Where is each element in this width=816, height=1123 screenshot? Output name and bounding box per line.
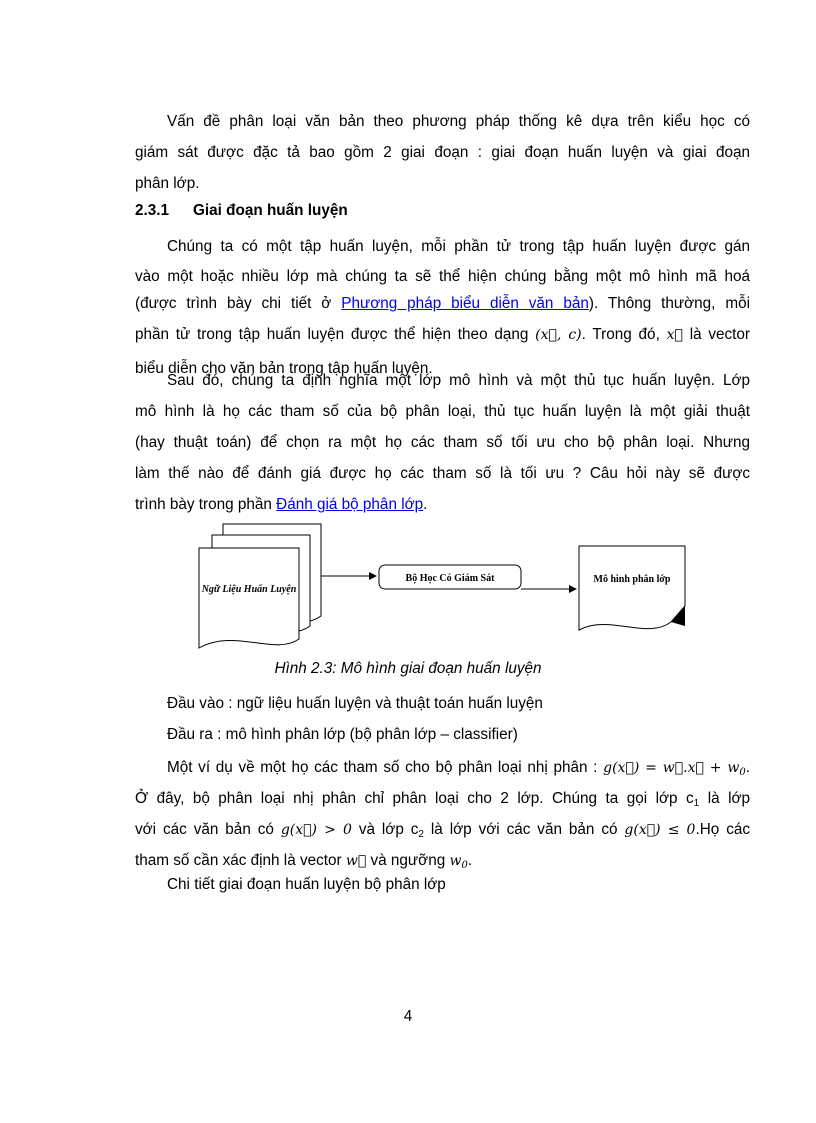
intro-line-3: phân lớp. bbox=[135, 175, 200, 192]
para3-line-3: với các văn bản có g(x⃗) > 0 và lớp $c_2$ là lớp với các văn bản có g(x⃗) ≤ 0.Họ các bbox=[135, 821, 750, 840]
link-classifier-evaluation[interactable]: Đánh giá bộ phân lớp bbox=[276, 496, 424, 513]
output-line: Đầu ra : mô hình phân lớp (bộ phân lớp – classifier) bbox=[167, 726, 518, 743]
para1-line-1: Chúng ta có một tập huấn luyện, mỗi phần tử trong tập huấn luyện được gán bbox=[167, 238, 750, 255]
training-diagram bbox=[195, 522, 695, 652]
para1-line-4: phần tử trong tập huấn luyện được thể hiện theo dạng (x⃗, c). Trong đó, x⃗ là vector bbox=[135, 326, 751, 343]
page-number: 4 bbox=[403, 1008, 413, 1025]
output-label: Mô hình phân lớp bbox=[593, 574, 671, 585]
detail-line: Chi tiết giai đoạn huấn luyện bộ phân lớp bbox=[167, 876, 446, 893]
formula-vec-x: x⃗ bbox=[666, 327, 683, 343]
figure-caption: Hình 2.3: Mô hình giai đoạn huấn luyện bbox=[274, 660, 542, 677]
intro-line-1: Vấn đề phân loại văn bản theo phương pháp thống kê dựa trên kiểu học có bbox=[167, 113, 750, 130]
formula-le: g(x⃗) ≤ 0 bbox=[624, 822, 696, 838]
input-line: Đầu vào : ngữ liệu huấn luyện và thuật toán huấn luyện bbox=[167, 695, 543, 712]
intro-line-2: giám sát được đặc tả bao gồm 2 giai đoạn : giai đoạn huấn luyện và giai đoạn bbox=[135, 144, 750, 161]
para2-line-4: làm thế nào để đánh giá được họ các tham số là tối ưu ? Câu hỏi này sẽ được bbox=[135, 465, 750, 482]
formula-w0: $w_0$ bbox=[449, 853, 468, 871]
formula-pair: (x⃗, c) bbox=[535, 327, 582, 343]
output-document bbox=[579, 546, 685, 630]
para3-line-2: Ở đây, bộ phân loại nhị phân chỉ phân loại cho 2 lớp. Chúng ta gọi lớp $c_1$ là lớp bbox=[135, 790, 751, 809]
para2-line-5: trình bày trong phần Đánh giá bộ phân lớp. bbox=[135, 496, 428, 513]
process-label: Bộ Học Có Giám Sát bbox=[405, 573, 495, 584]
para3-line-1: Một ví dụ về một họ các tham số cho bộ phân loại nhị phân : g(x⃗) = w⃗.x⃗ + $w_0$. bbox=[167, 759, 751, 778]
para1-line-3: (được trình bày chi tiết ở Phương pháp biểu diễn văn bản). Thông thường, mỗi bbox=[135, 295, 750, 312]
para3-line-4: tham số cần xác định là vector w⃗ và ngưỡng $w_0$. bbox=[135, 852, 473, 871]
para2-line-3: (hay thuật toán) để chọn ra một họ các tham số tối ưu cho bộ phân loại. Nhưng bbox=[135, 434, 750, 451]
section-heading bbox=[135, 202, 348, 220]
para1-line-2: vào một hoặc nhiều lớp mà chúng ta sẽ thể hiện chúng bằng một mô hình mã hoá bbox=[135, 268, 750, 285]
input-label: Ngữ Liệu Huấn Luyện bbox=[201, 584, 297, 595]
para2-line-2: mô hình là họ các tham số của bộ phân loại, thủ tục huấn luyện là một giải thuật bbox=[135, 403, 750, 420]
link-representation-method[interactable]: Phương pháp biểu diễn văn bản bbox=[341, 295, 589, 312]
formula-g: g(x⃗) = w⃗.x⃗ + $w_0$ bbox=[603, 760, 746, 778]
arrow-head-2 bbox=[569, 585, 577, 593]
formula-vec-w: w⃗ bbox=[345, 853, 367, 869]
formula-gt: g(x⃗) > 0 bbox=[280, 822, 352, 838]
para2-line-1: Sau đó, chúng ta định nghĩa một lớp mô hình và một thủ tục huấn luyện. Lớp bbox=[167, 372, 750, 389]
para1-line-5: biểu diễn cho văn bản trong tập huấn luyện. bbox=[135, 360, 433, 377]
arrow-head-1 bbox=[369, 572, 377, 580]
section-title: Giai đoạn huấn luyện bbox=[193, 202, 348, 219]
section-number: 2.3.1 bbox=[135, 202, 170, 219]
